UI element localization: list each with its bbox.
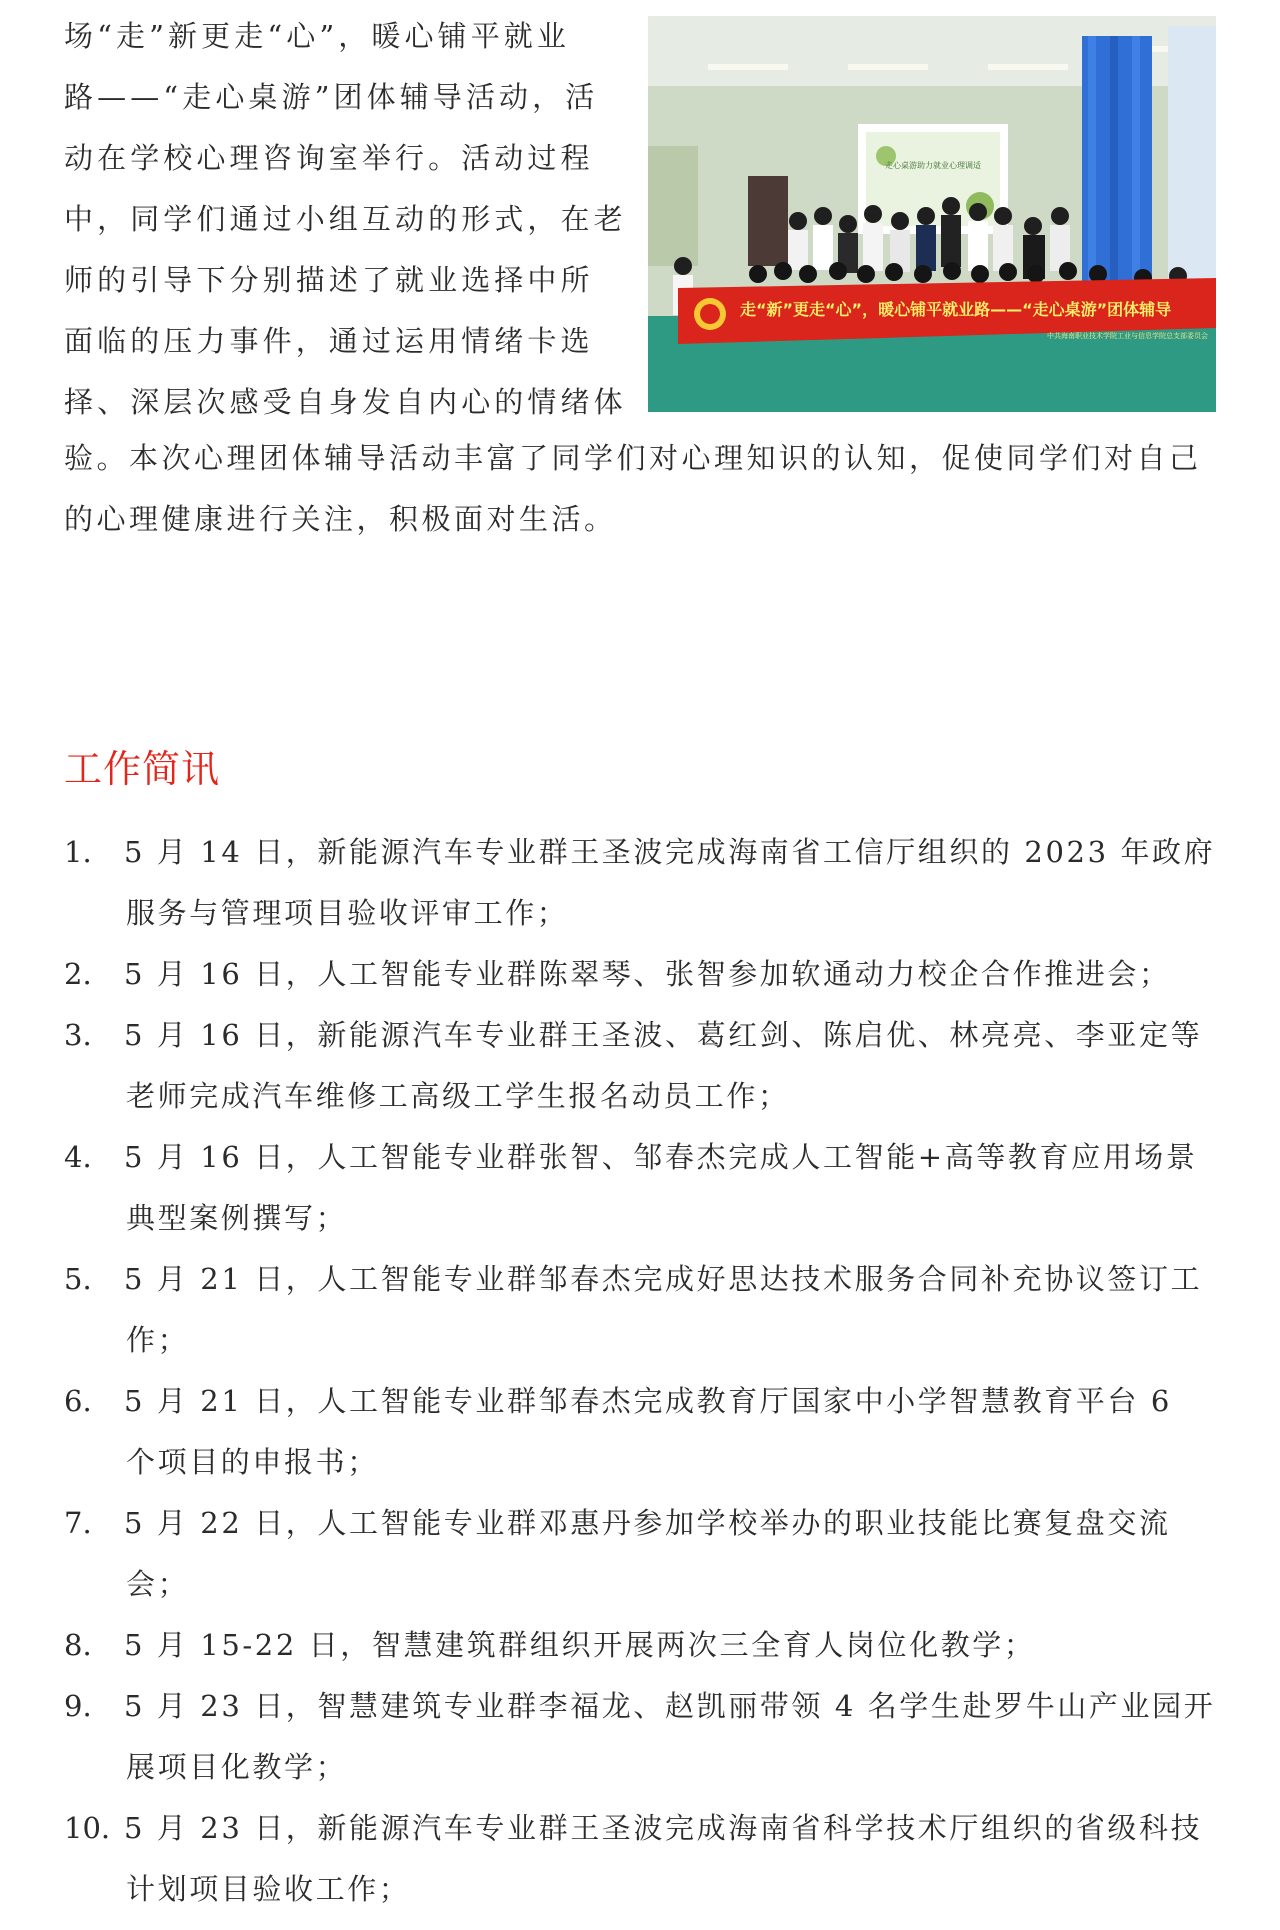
text-line: 面临的压力事件，通过运用情绪卡选 xyxy=(64,324,594,358)
list-item-number: 7. xyxy=(64,1506,92,1540)
list-item-text: 5 月 21 日，人工智能专业群邹春杰完成教育厅国家中小学智慧教育平台 6 xyxy=(124,1384,1172,1418)
list-item-text: 会； xyxy=(126,1567,190,1601)
list-item-text: 5 月 21 日，人工智能专业群邹春杰完成好思达技术服务合同补充协议签订工 xyxy=(124,1262,1203,1296)
list-item-text: 老师完成汽车维修工高级工学生报名动员工作； xyxy=(126,1079,790,1113)
list-item-number: 9. xyxy=(64,1689,92,1723)
article-intro-text xyxy=(64,6,627,433)
list-item-number: 5. xyxy=(64,1262,92,1296)
list-item-text: 5 月 16 日，新能源汽车专业群王圣波、葛红剑、陈启优、林亮亮、李亚定等 xyxy=(124,1018,1203,1052)
list-item xyxy=(64,1127,1216,1249)
list-item-text: 5 月 16 日，人工智能专业群张智、邹春杰完成人工智能+高等教育应用场景 xyxy=(124,1140,1198,1174)
news-list xyxy=(64,822,1216,1920)
banner xyxy=(678,278,1216,344)
text-line: 路——“走心桌游”团体辅导活动，活 xyxy=(64,80,599,114)
list-item xyxy=(64,1005,1216,1127)
screen-caption: 走心桌游助力就业心理调适 xyxy=(885,161,981,170)
banner-title: 走“新”更走“心”，暖心铺平就业路——“走心桌游”团体辅导 xyxy=(740,300,1172,319)
text-line: 中，同学们通过小组互动的形式，在老 xyxy=(64,202,627,236)
list-item xyxy=(64,1371,1216,1493)
text-line: 验。本次心理团体辅导活动丰富了同学们对心理知识的认知，促使同学们对自己 xyxy=(64,441,1202,475)
list-item-text: 5 月 23 日，智慧建筑专业群李福龙、赵凯丽带领 4 名学生赴罗牛山产业园开 xyxy=(124,1689,1216,1723)
list-item-number: 2. xyxy=(64,957,92,991)
list-item-text: 5 月 16 日，人工智能专业群陈翠琴、张智参加软通动力校企合作推进会； xyxy=(124,957,1171,991)
list-item-text: 5 月 22 日，人工智能专业群邓惠丹参加学校举办的职业技能比赛复盘交流 xyxy=(124,1506,1171,1540)
list-item-text: 5 月 14 日，新能源汽车专业群王圣波完成海南省工信厅组织的 2023 年政府 xyxy=(124,835,1216,869)
list-item xyxy=(64,1615,1216,1676)
list-item-number: 3. xyxy=(64,1018,92,1052)
group-photo-illustration xyxy=(648,16,1216,412)
list-item-text: 展项目化教学； xyxy=(126,1750,348,1784)
section-title: 工作简讯 xyxy=(64,747,221,791)
list-item-text: 5 月 23 日，新能源汽车专业群王圣波完成海南省科学技术厅组织的省级科技 xyxy=(124,1811,1203,1845)
list-item-text: 个项目的申报书； xyxy=(126,1445,379,1479)
list-item-number: 4. xyxy=(64,1140,92,1174)
text-line: 的心理健康进行关注，积极面对生活。 xyxy=(64,502,617,536)
text-line: 师的引导下分别描述了就业选择中所 xyxy=(64,263,594,297)
list-item-text: 计划项目验收工作； xyxy=(126,1872,411,1906)
list-item-text: 典型案例撰写； xyxy=(126,1201,348,1235)
list-item-text: 5 月 15-22 日，智慧建筑群组织开展两次三全育人岗位化教学； xyxy=(124,1628,1036,1662)
list-item xyxy=(64,944,1216,1005)
list-item-text: 服务与管理项目验收评审工作； xyxy=(126,896,569,930)
list-item xyxy=(64,1676,1216,1798)
list-item-number: 1. xyxy=(64,835,92,869)
list-item xyxy=(64,1798,1216,1920)
banner-subtitle: 中共海南职业技术学院工业与信息学院总支部委员会 xyxy=(1047,332,1208,340)
text-line: 动在学校心理咨询室举行。活动过程 xyxy=(64,141,594,175)
list-item-number: 10. xyxy=(64,1811,111,1845)
group-photo xyxy=(648,16,1216,412)
list-item xyxy=(64,1493,1216,1615)
list-item-text: 作； xyxy=(126,1323,190,1357)
text-line: 择、深层次感受自身发自内心的情绪体 xyxy=(64,385,627,419)
list-item-number: 8. xyxy=(64,1628,92,1662)
text-line: 场“走”新更走“心”，暖心铺平就业 xyxy=(64,19,571,53)
list-item xyxy=(64,822,1216,944)
article-continued-text xyxy=(64,428,1216,550)
list-item xyxy=(64,1249,1216,1371)
list-item-number: 6. xyxy=(64,1384,92,1418)
